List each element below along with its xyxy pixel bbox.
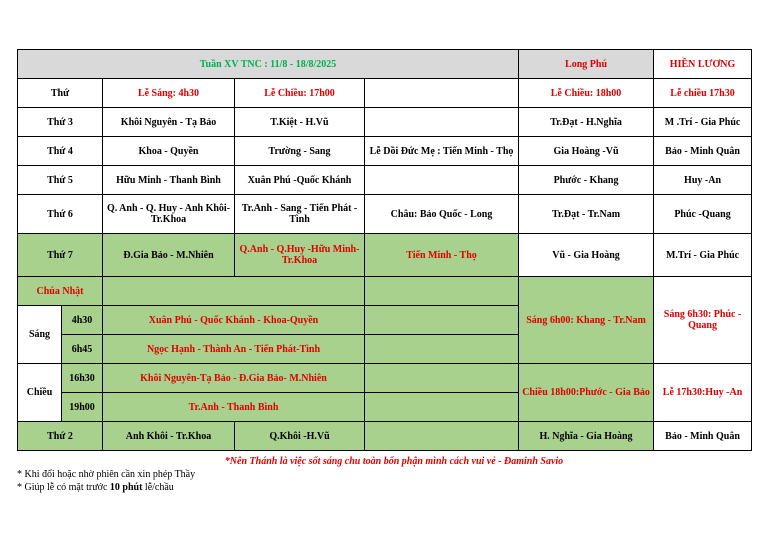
long-phu-cell: H. Nghĩa - Gia Hoàng — [519, 422, 654, 451]
table-row — [18, 195, 752, 234]
sunday-evening-label: Chiều — [18, 364, 62, 422]
extra-cell — [365, 108, 519, 137]
sunday-430-servers: Xuân Phú - Quốc Khánh - Khoa-Quyền — [103, 306, 365, 335]
hien-luong-header: HIỀN LƯƠNG — [654, 50, 752, 79]
evening-cell: Tr.Anh - Sang - Tiến Phát - Tình — [235, 195, 365, 234]
note-swap-permission: * Khi đổi hoặc nhờ phiên cần xin phép Thầy — [17, 469, 196, 480]
table-row — [18, 422, 752, 451]
sunday-extra — [365, 277, 519, 306]
sunday-1630-servers: Khôi Nguyên-Tạ Bảo - Đ.Gia Bảo- M.Nhiên — [103, 364, 365, 393]
sunday-1630-extra — [365, 364, 519, 393]
lp-sunday-morning: Sáng 6h00: Khang - Tr.Nam — [519, 277, 654, 364]
col-le-chieu: Lễ Chiều: 17h00 — [235, 79, 365, 108]
col-le-sang: Lễ Sáng: 4h30 — [103, 79, 235, 108]
long-phu-cell: Vũ - Gia Hoàng — [519, 234, 654, 277]
sunday-morning-label: Sáng — [18, 306, 62, 364]
col-extra — [365, 79, 519, 108]
hien-luong-cell: Bảo - Minh Quân — [654, 137, 752, 166]
time-1900: 19h00 — [62, 393, 103, 422]
sunday-label: Chúa Nhật — [18, 277, 103, 306]
long-phu-cell: Phước - Khang — [519, 166, 654, 195]
note-arrival-prefix: * Giúp lễ có mặt trước — [17, 482, 110, 493]
long-phu-cell: Tr.Đạt - Tr.Nam — [519, 195, 654, 234]
week-title: Tuần XV TNC : 11/8 - 18/8/2025 — [18, 50, 519, 79]
evening-cell: Xuân Phú -Quốc Khánh — [235, 166, 365, 195]
sunday-blank — [103, 277, 365, 306]
morning-cell: Khoa - Quyền — [103, 137, 235, 166]
extra-cell: Châu: Bảo Quốc - Long — [365, 195, 519, 234]
day-label: Thứ 3 — [18, 108, 103, 137]
morning-cell: Hữu Minh - Thanh Bình — [103, 166, 235, 195]
time-1630: 16h30 — [62, 364, 103, 393]
long-phu-cell: Tr.Đạt - H.Nghĩa — [519, 108, 654, 137]
sunday-645-servers: Ngọc Hạnh - Thành An - Tiến Phát-Tình — [103, 335, 365, 364]
extra-cell: Tiến Minh - Thọ — [365, 234, 519, 277]
long-phu-cell: Gia Hoàng -Vũ — [519, 137, 654, 166]
schedule-table — [17, 49, 752, 451]
note-arrival-suffix: lễ/chầu — [142, 482, 174, 493]
time-645: 6h45 — [62, 335, 103, 364]
hien-luong-cell: M .Trí - Gia Phúc — [654, 108, 752, 137]
hien-luong-cell: Phúc -Quang — [654, 195, 752, 234]
note-arrival-time — [17, 481, 751, 494]
sunday-430-extra — [365, 306, 519, 335]
evening-cell: Q.Anh - Q.Huy -Hữu Minh-Tr.Khoa — [235, 234, 365, 277]
day-label: Thứ 6 — [18, 195, 103, 234]
sunday-1900-extra — [365, 393, 519, 422]
morning-cell: Q. Anh - Q. Huy - Anh Khôi-Tr.Khoa — [103, 195, 235, 234]
day-label: Thứ 2 — [18, 422, 103, 451]
evening-cell: Q.Khôi -H.Vũ — [235, 422, 365, 451]
day-label: Thứ 5 — [18, 166, 103, 195]
table-row — [18, 137, 752, 166]
evening-cell: Trường - Sang — [235, 137, 365, 166]
table-row — [18, 234, 752, 277]
hien-luong-cell: Huy -An — [654, 166, 752, 195]
col-thu: Thứ — [18, 79, 103, 108]
morning-cell: Khôi Nguyên - Tạ Bảo — [103, 108, 235, 137]
col-hl-le-chieu: Lễ chiều 17h30 — [654, 79, 752, 108]
lp-sunday-evening: Chiều 18h00:Phước - Gia Bảo — [519, 364, 654, 422]
extra-cell — [365, 166, 519, 195]
evening-cell: T.Kiệt - H.Vũ — [235, 108, 365, 137]
note-arrival-minutes: 10 phút — [109, 482, 143, 493]
extra-cell — [365, 422, 519, 451]
hien-luong-cell: M.Trí - Gia Phúc — [654, 234, 752, 277]
time-430: 4h30 — [62, 306, 103, 335]
morning-cell: Anh Khôi - Tr.Khoa — [103, 422, 235, 451]
notes-section — [17, 455, 751, 494]
table-row — [18, 108, 752, 137]
hl-sunday-evening: Lễ 17h30:Huy -An — [654, 364, 752, 422]
extra-cell: Lễ Dồi Đức Mẹ : Tiến Minh - Thọ — [365, 137, 519, 166]
col-lp-le-chieu: Lễ Chiều: 18h00 — [519, 79, 654, 108]
table-row — [18, 166, 752, 195]
day-label: Thứ 4 — [18, 137, 103, 166]
sunday-1900-servers: Tr.Anh - Thanh Bình — [103, 393, 365, 422]
hl-sunday-morning: Sáng 6h30: Phúc - Quang — [654, 277, 752, 364]
hien-luong-cell: Bảo - Minh Quân — [654, 422, 752, 451]
saint-quote: *Nên Thánh là việc sốt sáng chu toàn bổn phận mình cách vui vẻ - Đaminh Savio — [224, 456, 564, 467]
morning-cell: Đ.Gia Bảo - M.Nhiên — [103, 234, 235, 277]
sunday-645-extra — [365, 335, 519, 364]
day-label: Thứ 7 — [18, 234, 103, 277]
long-phu-header: Long Phú — [519, 50, 654, 79]
